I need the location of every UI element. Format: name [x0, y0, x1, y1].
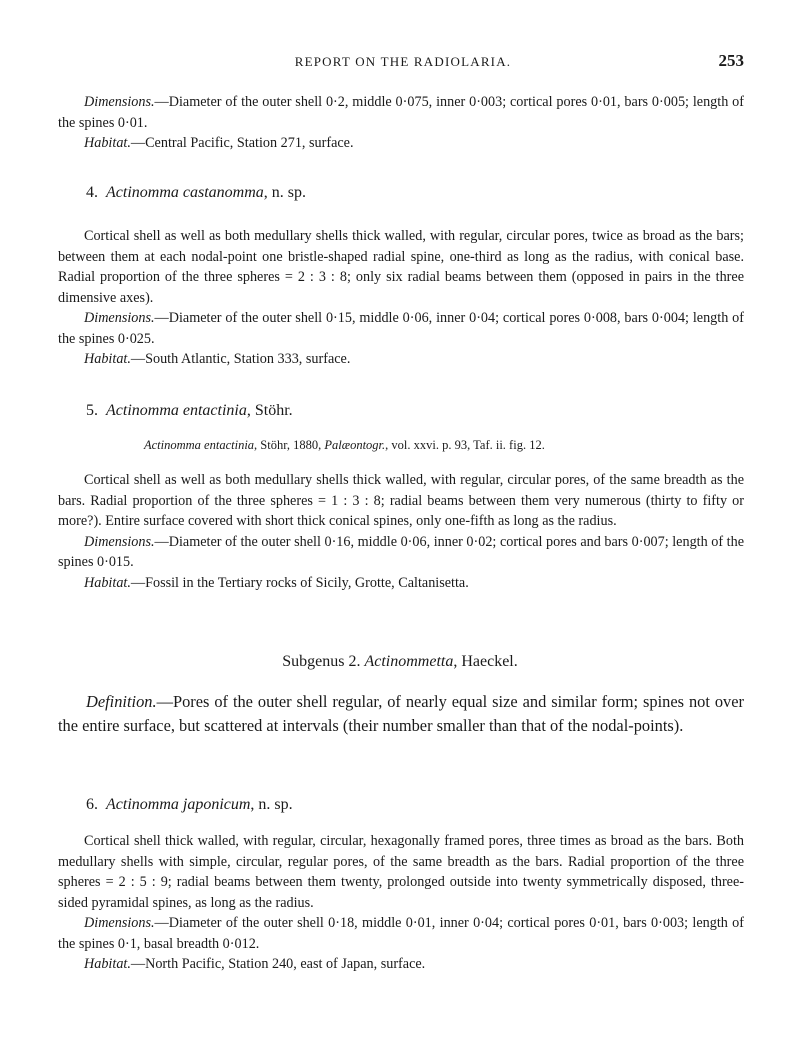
- habitat-label: Habitat.: [84, 135, 131, 151]
- species-authority: , n. sp.: [250, 796, 293, 813]
- citation-name: Actinomma entactinia: [144, 438, 255, 452]
- habitat-text: —Fossil in the Tertiary rocks of Sicily, Grotte, Caltanisetta.: [130, 574, 469, 591]
- subgenus-name: Actinommetta: [364, 653, 454, 670]
- species-4-description: Cortical shell as well as both medullary shells thick walled, with regular, circular pores, twice as broad as the bars; between them at each nodal-point one bristle-shaped radial spine, one-third as long as the radius, with conical base. Radial proportion of the three spheres = 2 : 3 : 8; only six radial beams between them (opposed in pairs in the three dimensive axes).: [58, 228, 744, 306]
- species-6-description: Cortical shell thick walled, with regular, circular, hexagonally framed pores, three times as broad as the bars. Both medullary shells with simple, circular, regular pores, of the same breadth as the bars. Radial proportion of the three spheres = 2 : 5 : 9; radial beams between them twenty, prolonged outside into twenty symmetrically disposed, three-sided pyramidal spines, as long as the radius.: [58, 833, 744, 911]
- intro-habitat: [58, 133, 744, 154]
- species-name: Actinomma castanomma: [106, 184, 264, 201]
- definition-paragraph: [58, 690, 744, 737]
- species-4-habitat: [58, 349, 744, 370]
- species-5-block: [58, 470, 744, 593]
- species-number: 5.: [86, 402, 98, 419]
- running-title: REPORT ON THE RADIOLARIA.: [294, 54, 512, 69]
- dimensions-text: —Diameter of the outer shell 0·2, middle 0·075, inner 0·003; cortical pores 0·01, bars 0·005; length of the spines 0·01.: [58, 94, 744, 131]
- species-5-habitat: [58, 573, 744, 594]
- species-6-habitat: [58, 954, 744, 975]
- species-name: Actinomma japonicum: [106, 796, 251, 813]
- habitat-label: Habitat.: [84, 956, 131, 972]
- species-authority: , n. sp.: [263, 184, 306, 201]
- species-6-dimensions: [58, 913, 744, 954]
- definition-label: Definition.: [86, 692, 157, 711]
- dimensions-label: Dimensions.: [84, 94, 155, 110]
- species-5-heading: [86, 402, 293, 420]
- species-4-dimensions: [58, 308, 744, 349]
- subgenus-heading: [0, 653, 800, 671]
- species-name: Actinomma entactinia: [106, 402, 247, 419]
- citation-rest: , vol. xxvi. p. 93, Taf. ii. fig. 12.: [385, 438, 545, 452]
- habitat-text: —South Atlantic, Station 333, surface.: [130, 351, 351, 367]
- habitat-text: —North Pacific, Station 240, east of Japan, surface.: [130, 956, 426, 972]
- dimensions-label: Dimensions.: [84, 915, 155, 931]
- subgenus-definition: [58, 690, 744, 737]
- species-5-description: Cortical shell as well as both medullary shells thick walled, with regular, circular pores, of the same breadth as the bars. Radial proportion of the three spheres = 1 : 3 : 8; radial beams between them very numerous (thirty to fifty or more?). Entire surface covered with short thick conical spines, only one-fifth as long as the radius.: [58, 472, 744, 529]
- subgenus-prefix: Subgenus 2.: [282, 653, 365, 670]
- intro-block: [58, 92, 744, 154]
- habitat-label: Habitat.: [84, 351, 131, 367]
- habitat-text: —Central Pacific, Station 271, surface.: [130, 135, 354, 151]
- dimensions-text: —Diameter of the outer shell 0·18, middle 0·01, inner 0·04; cortical pores 0·01, bars 0·003; length of the spines 0·1, basal breadth 0·012.: [58, 915, 744, 952]
- citation-journal: Palæontogr.: [324, 438, 386, 452]
- intro-dimensions: [58, 92, 744, 133]
- subgenus-authority: , Haeckel.: [453, 653, 518, 670]
- species-6-heading: [86, 796, 293, 814]
- dimensions-text: —Diameter of the outer shell 0·16, middle 0·06, inner 0·02; cortical pores and bars 0·007; length of the spines 0·015.: [58, 533, 744, 570]
- species-number: 6.: [86, 796, 98, 813]
- species-4-block: [58, 226, 744, 370]
- page-number: 253: [718, 51, 744, 70]
- dimensions-label: Dimensions.: [84, 533, 155, 550]
- species-5-dimensions: [58, 532, 744, 573]
- species-6-block: [58, 831, 744, 975]
- habitat-label: Habitat.: [84, 574, 131, 591]
- species-number: 4.: [86, 184, 98, 201]
- running-head: [60, 52, 746, 72]
- species-4-heading: [86, 184, 306, 202]
- dimensions-label: Dimensions.: [84, 310, 155, 326]
- definition-text: —Pores of the outer shell regular, of nearly equal size and similar form; spines not over the entire surface, but scattered at intervals (their number smaller than that of the nodal-points).: [58, 692, 744, 735]
- species-authority: , Stöhr.: [246, 402, 293, 419]
- species-5-citation: [144, 438, 545, 453]
- citation-author: , Stöhr, 1880,: [254, 438, 325, 452]
- dimensions-text: —Diameter of the outer shell 0·15, middle 0·06, inner 0·04; cortical pores 0·008, bars 0·004; length of the spines 0·025.: [58, 310, 744, 347]
